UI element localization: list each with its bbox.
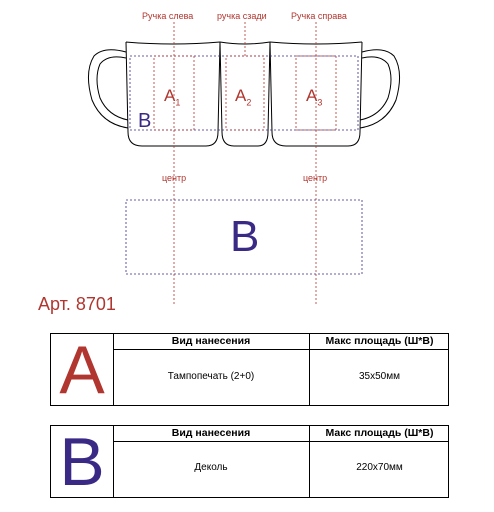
table-b-header-method: Вид нанесения <box>171 427 251 439</box>
center-label-left: центр <box>162 173 187 183</box>
table-b-area: 220х70мм <box>356 462 403 473</box>
table-a-letter: A <box>51 334 114 405</box>
table-a <box>50 333 449 406</box>
table-a-method: Тампопечать (2+0) <box>167 371 255 382</box>
table-a-header-area: Макс площадь (Ш*В) <box>325 335 434 347</box>
zone-label-a2: $A_2$ <box>235 86 252 108</box>
article-number: Арт. 8701 <box>38 294 116 314</box>
table-a-header-divider <box>113 349 448 350</box>
table-b-header-area: Макс площадь (Ш*В) <box>325 427 434 439</box>
label-handle-right: Ручка справа <box>291 11 347 21</box>
table-a-area: 35х50мм <box>359 371 400 382</box>
table-b-method: Деколь <box>194 462 228 473</box>
zone-label-b-mug: B <box>138 110 152 132</box>
table-a-header-method: Вид нанесения <box>171 335 251 347</box>
zone-label-a3: $A_3$ <box>306 86 323 108</box>
table-b-letter: B <box>51 426 114 497</box>
label-handle-left: Ручка слева <box>142 11 194 21</box>
decal-label-b: B <box>230 212 260 261</box>
zone-label-a1: $A_1$ <box>164 86 181 108</box>
label-handle-back: ручка сзади <box>217 11 267 21</box>
table-b <box>50 425 449 498</box>
table-b-header-divider <box>113 441 448 442</box>
center-label-right: центр <box>303 173 328 183</box>
